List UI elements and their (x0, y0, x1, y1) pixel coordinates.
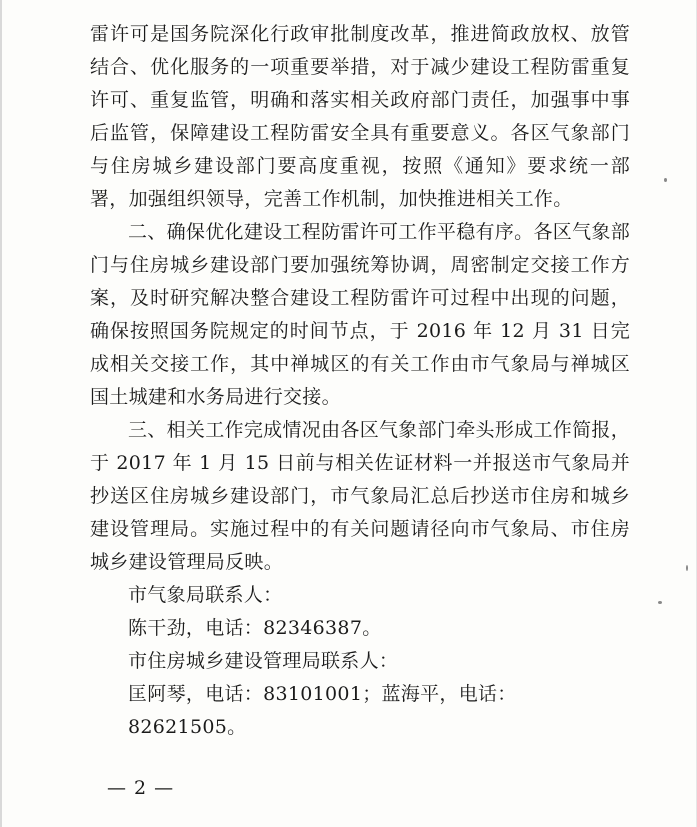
document-body (90, 18, 630, 744)
contact-housing-persons: 匡阿琴，电话：83101001；蓝海平，电话：82621505。 (128, 683, 517, 738)
paragraph-continuation: 雷许可是国务院深化行政审批制度改革，推进简政放权、放管结合、优化服务的一项重要举措，对于减少建设工程防雷重复许可、重复监管，明确和落实相关政府部门责任，加强事中事后监管，保障建设工程防雷安全具有重要意义。各区气象部门与住房城乡建设部门要高度重视，按照《通知》要求统一部署，加强组织领导，完善工作机制，加快推进相关工作。 (90, 23, 630, 210)
page-number: — 2 — (107, 777, 175, 799)
contact-meteorology-person: 陈干劲，电话：82346387。 (128, 617, 382, 639)
paragraph-section-two: 二、确保优化建设工程防雷许可工作平稳有序。各区气象部门与住房城乡建设部门要加强统筹协调，周密制定交接工作方案，及时研究解决整合建设工程防雷许可过程中出现的问题，确保按照国务院规定的时间节点，于 2016 年 12 月 31 日完成相关交接工作，其中禅城区的有关工作由市气象局与禅城区国土城建和水务局进行交接。 (90, 221, 630, 408)
scan-speck (664, 178, 667, 182)
paragraph-section-three: 三、相关工作完成情况由各区气象部门牵头形成工作简报，于 2017 年 1 月 15 日前与相关佐证材料一并报送市气象局并抄送区住房城乡建设部门，市气象局汇总后抄送市住房和城乡建设管理局。实施过程中的有关问题请径向市气象局、市住房城乡建设管理局反映。 (90, 419, 630, 573)
contact-label-housing: 市住房城乡建设管理局联系人： (128, 650, 399, 672)
scan-speck (658, 601, 662, 604)
contact-label-meteorology: 市气象局联系人： (128, 584, 283, 606)
scan-speck (686, 565, 688, 571)
